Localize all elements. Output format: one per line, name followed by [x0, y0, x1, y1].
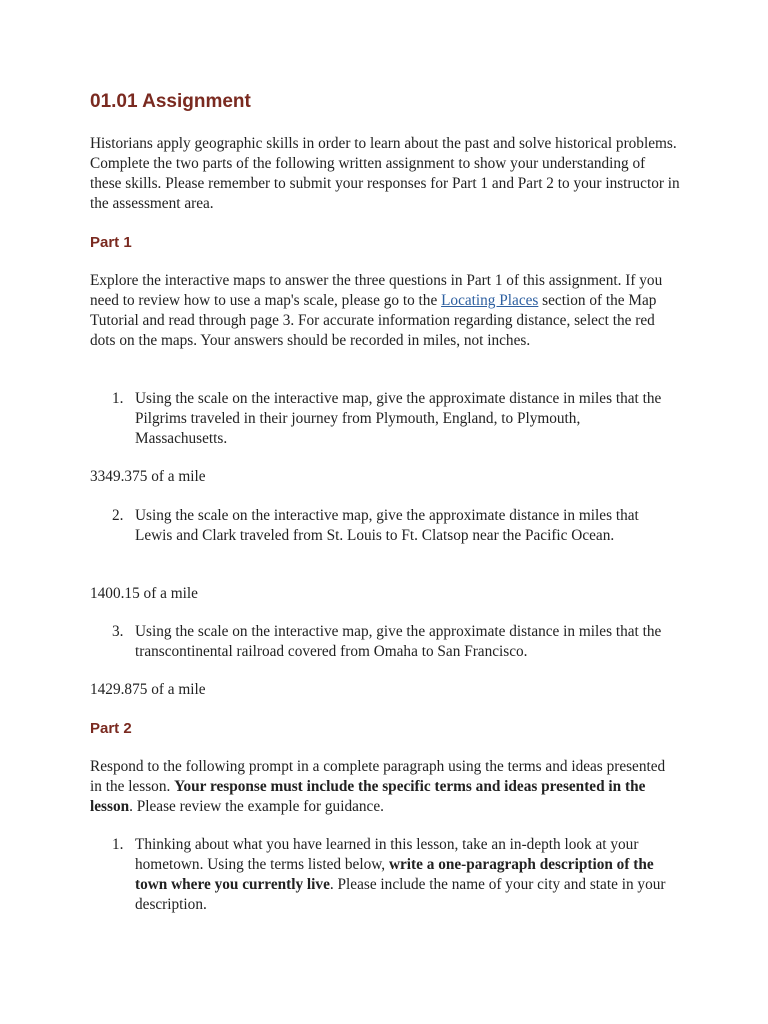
part2-question-1 [112, 835, 672, 915]
question-text: Using the scale on the interactive map, give the approximate distance in miles that the Pilgrims traveled in their journey from Plymouth, England, to Plymouth, Massachusetts. [135, 390, 662, 447]
question-number: 3. [112, 623, 124, 640]
locating-places-link[interactable]: Locating Places [441, 292, 539, 309]
part2-instructions-start: Respond to the following prompt in a complete paragraph using the terms and ideas presented in the lesson. [90, 758, 666, 795]
answer-3: 1429.875 of a mile [90, 681, 206, 698]
question-number: 1. [112, 390, 124, 407]
part2-heading: Part 2 [90, 720, 132, 737]
answer-1: 3349.375 of a mile [90, 468, 206, 485]
question-text-end: . Please include the name of your city and state in your description. [135, 876, 666, 913]
question-1 [112, 389, 672, 449]
question-2 [112, 506, 672, 546]
question-text-start: Thinking about what you have learned in this lesson, take an in-depth look at your hometown. Using the terms listed below, [135, 836, 639, 873]
question-text: Using the scale on the interactive map, give the approximate distance in miles that the transcontinental railroad covered from Omaha to San Francisco. [135, 623, 662, 660]
part1-heading: Part 1 [90, 234, 132, 251]
question-text: Using the scale on the interactive map, give the approximate distance in miles that Lewis and Clark traveled from St. Louis to Ft. Clatsop near the Pacific Ocean. [135, 507, 639, 544]
part1-instructions-start: Explore the interactive maps to answer the three questions in Part 1 of this assignment. If you need to review how to use a map's scale, please go to the [90, 272, 663, 309]
question-3 [112, 622, 672, 662]
part2-instructions-end: . Please review the example for guidance. [129, 798, 384, 815]
part2-instructions [90, 757, 680, 817]
answer-2: 1400.15 of a mile [90, 585, 198, 602]
part2-instructions-bold: Your response must include the specific terms and ideas presented in the lesson [90, 778, 646, 815]
page-title: 01.01 Assignment [90, 91, 251, 112]
question-text-bold: write a one-paragraph description of the town where you currently live [135, 856, 654, 893]
question-text [135, 835, 672, 915]
part1-instructions-end: section of the Map Tutorial and read through page 3. For accurate information regarding distance, select the red dots on the maps. Your answers should be recorded in miles, not inches. [90, 292, 657, 349]
question-number: 2. [112, 507, 124, 524]
intro-paragraph: Historians apply geographic skills in order to learn about the past and solve historical problems. Complete the two parts of the following written assignment to show your understanding of these skills. Please remember to submit your responses for Part 1 and Part 2 to your instructor in the assessment area. [90, 135, 680, 212]
part1-instructions [90, 271, 680, 351]
question-number: 1. [112, 836, 124, 853]
